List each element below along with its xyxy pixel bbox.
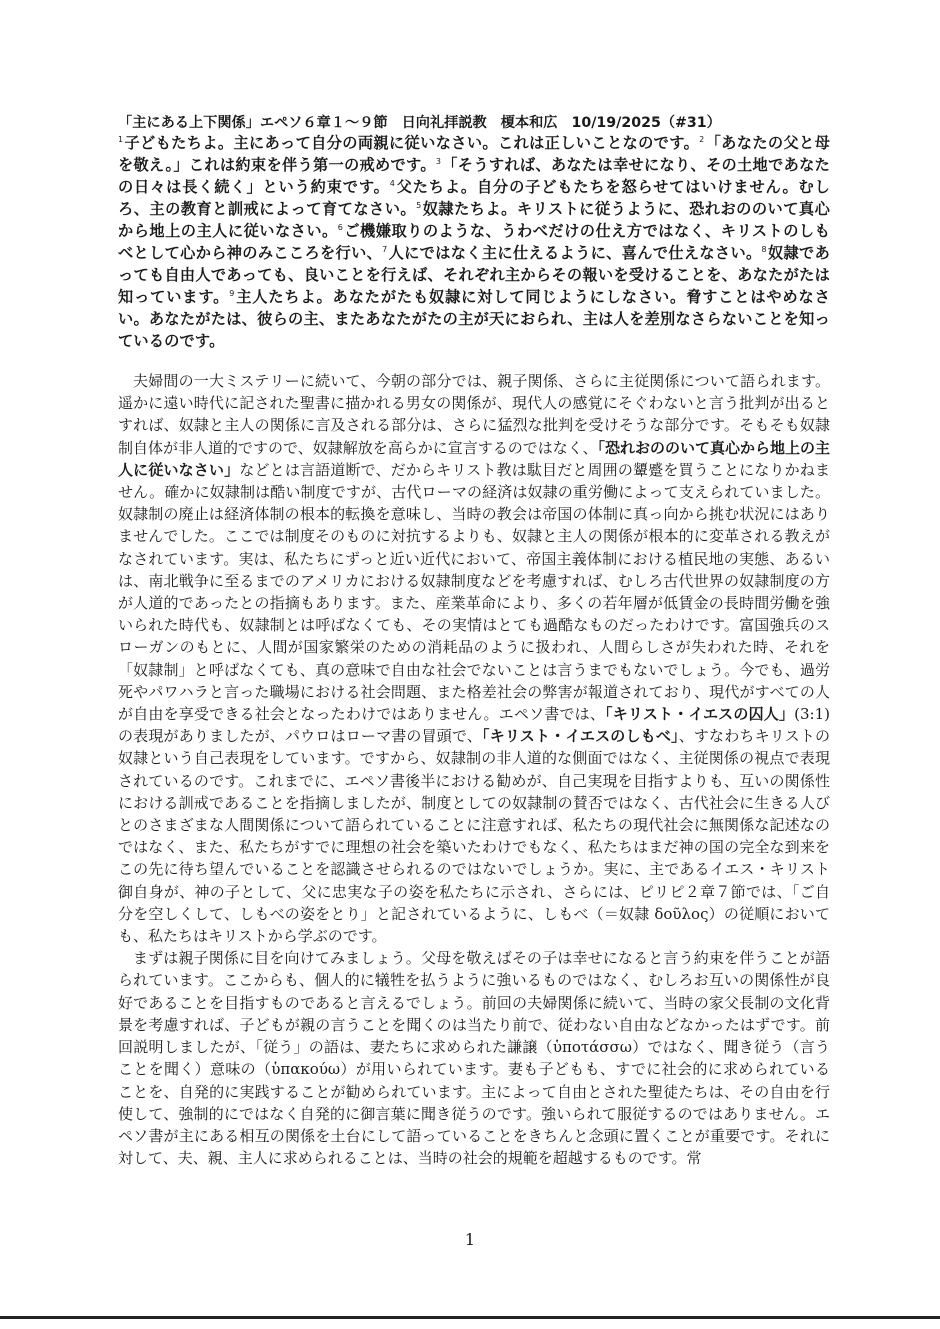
verse-number: 7 — [382, 244, 388, 254]
sermon-paragraph-2: まずは親子関係に目を向けてみましょう。父母を敬えばその子は幸せになると言う約束を伴うことが語られています。ここからも、個人的に犠牲を払うように強いるものではなく、むしろお互いの関係性が良好であることを目指すものであると言えるでしょう。前回の夫婦関係に続いて、当時の家父長制の文化背景を考慮すれば、子どもが親の言うことを聞くのは当たり前で、従わない自由などなかったはずです。前回説明しましたが、「従う」の語は、妻たちに求められた謙譲（ὑποτάσσω）ではなく、聞き従う（言うことを聞く）意味の（ὑπακούω）が用いられています。妻も子どもも、すでに社会的に求められていることを、自発的に実践することが勧められています。主によって自由とされた聖徒たちは、その自由を行使して、強制的にではなく自発的に御言葉に聞き従うのです。強いられて服従するのではありません。エペソ書が主にある相互の関係を土台にして語っていることをきちんと念頭に置くことが重要です。それに対して、夫、親、主人に求められることは、当時の社会的規範を超越するものです。常 — [118, 949, 830, 1168]
verse-text: 「あなたの父と母を敬え。」これは約束を伴う第一の戒めです。 — [118, 134, 830, 174]
verse-text: 主人たちよ。あなたがたも奴隷に対して同じようにしなさい。脅すことはやめなさい。あなたがたは、彼らの主、またあなたがたの主が天におられ、主は人を差別なさらないことを知っているのです。 — [118, 288, 830, 350]
verse-text: ご機嫌取りのような、うわべだけの仕え方ではなく、キリストのしもべとして心から神のみこころを行い、 — [118, 222, 830, 262]
sermon-title: 「主にある上下関係」エペソ６章１〜９節 — [118, 115, 388, 131]
sermon-header — [118, 114, 878, 132]
verse-text: 奴隷たちよ。キリストに従うように、恐れおののいて真心から地上の主人に従いなさい。 — [118, 200, 830, 240]
emphasis-quote: 「キリスト・イエスのしもべ」 — [482, 727, 679, 746]
verse-text: 「そうすれば、あなたは幸せになり、その土地であなたの日々は長く続く」という約束です。 — [118, 156, 831, 196]
emphasis-quote: 「キリスト・イエスの囚人」 — [605, 705, 795, 724]
verse-text: 人にではなく主に仕えるように、喜んで仕えなさい。 — [388, 244, 762, 262]
verse-text: 奴隷であっても自由人であっても、良いことを行えば、それぞれ主からその報いを受けることを、あなたがたは知っています。 — [118, 244, 830, 306]
service-name: 日向礼拝説教 — [401, 115, 487, 131]
verse-number: 1 — [118, 134, 124, 144]
paragraph-text: などとは言語道断で、だからキリスト教は駄目だと周囲の顰蹙を買うことになりかねません。確かに奴隷制は酷い制度ですが、古代ローマの経済は奴隷の重労働によって支えられていました。奴隷制の廃止は経済体制の根本的転換を意味し、当時の教会は帝国の体制に真っ向から挑む状況にはありませんでした。ここでは制度そのものに対抗するよりも、奴隷と主人の関係が根本的に変革される教えがなされています。実は、私たちにずっと近い近代において、帝国主義体制における植民地の実態、あるいは、南北戦争に至るまでのアメリカにおける奴隷制度などを考慮すれば、むしろ古代世界の奴隷制度の方が人道的であったとの指摘もあります。また、産業革命により、多くの若年層が低賃金の長時間労働を強いられた時代も、奴隷制とは呼ばなくても、その実情はとても過酷なものだったわけです。富国強兵のスローガンのもとに、人間が国家繁栄のための消耗品のように扱われ、人間らしさが失われた時、それを「奴隷制」と呼ばなくても、真の意味で自由な社会でないことは言うまでもないでしょう。今でも、過労死やパワハラと言った職場における社会問題、また格差社会の弊害が報道されており、現代がすべての人が自由を享受できる社会となったわけではありません。エペソ書では、 — [118, 460, 830, 724]
sermon-paragraph-1 — [118, 370, 830, 947]
verse-number: 9 — [229, 288, 235, 298]
paragraph-text: 、すなわちキリストの奴隷という自己表現をしています。ですから、奴隷制の非人道的な側面ではなく、主従関係の視点で表現されているのです。これまでに、エペソ書後半における勧めが、自己実現を目指すよりも、互いの関係性における訓戒であることを指摘しましたが、制度としての奴隷制の賛否ではなく、古代社会に生きる人びとのさまざまな人間関係について語られていることに注意すれば、私たちの現代社会に無関係な記述なのではなく、また、私たちがすでに理想の社会を築いたわけでもなく、私たちはまだ神の国の完全な到来をこの先に待ち望んでいることを認識させられるのではないでしょうか。実に、主であるイエス・キリスト御自身が、神の子として、父に忠実な子の姿を私たちに示され、さらには、ピリピ２章７節では、「ご自分を空しくして、しもべの姿をとり」と記されているように、しもべ（＝奴隷 δοῦλος）の従順においても、私たちはキリストから学ぶのです。 — [118, 727, 831, 946]
verse-number: 3 — [435, 156, 442, 166]
scan-edge-line — [0, 1316, 940, 1319]
verse-number: 5 — [416, 200, 422, 210]
emphasis-quote: 「恐れおののいて真心から地上の主人に従いなさい」 — [118, 438, 830, 479]
verse-number: 8 — [761, 244, 767, 254]
verse-number: 6 — [337, 222, 344, 232]
verse-number: 4 — [389, 178, 396, 188]
author-name: 榎本和広 — [500, 115, 558, 131]
scripture-passage — [118, 132, 830, 352]
verse-number: 2 — [699, 134, 705, 144]
sermon-date: 10/19/2025（#31） — [571, 115, 721, 131]
sermon-body — [118, 370, 830, 1169]
paragraph-text: (3:1)の表現がありましたが、パウロはローマ書の冒頭で、 — [118, 705, 830, 746]
verse-text: 子どもたちよ。主にあって自分の両親に従いなさい。これは正しいことなのです。 — [124, 134, 700, 152]
page-number: 1 — [464, 1230, 476, 1249]
verse-text: 父たちよ。自分の子どもたちを怒らせてはいけません。むしろ、主の教育と訓戒によって育てなさい。 — [118, 178, 830, 218]
paragraph-text: 夫婦間の一大ミステリーに続いて、今朝の部分では、親子関係、さらに主従関係について語られます。遥かに遠い時代に記された聖書に描かれる男女の関係が、現代人の感覚にそぐわないと言う批判が出るとすれば、奴隷と主人の関係に言及される部分は、さらに猛烈な批判を受けそうな部分です。そもそも奴隷制自体が非人道的ですので、奴隷解放を高らかに宣言するのではなく、 — [118, 372, 830, 457]
